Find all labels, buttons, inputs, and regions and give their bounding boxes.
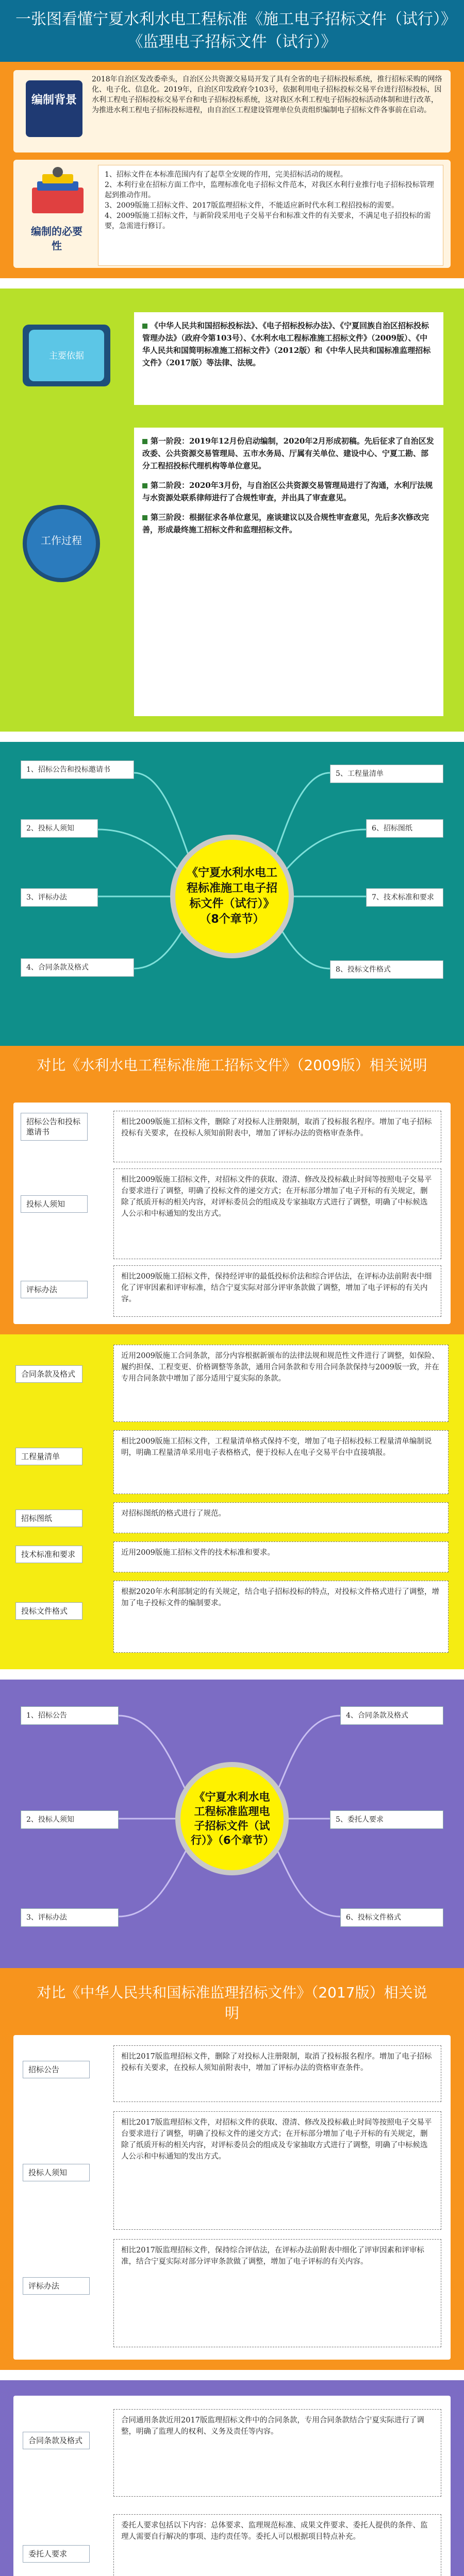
diagram-node: 8、投标文件格式 (330, 960, 443, 979)
diagram-node: 1、招标公告和投标邀请书 (21, 760, 134, 779)
construction-compare-section (0, 1046, 464, 1334)
basis-icon-box (23, 325, 110, 386)
process-phase-2: 第二阶段：2020年3月份，与自治区公共资源交易管理局进行了沟通，水利厅法规与水资源处联系律师进行了合规性审查，并出具了审查意见。 (142, 481, 433, 502)
compare-text: 合同通用条款近用2017版监理招标文件中的合同条款，专用合同条款结合宁夏实际进行了调整，明确了监理人的权利、义务及责任等内容。 (113, 2409, 441, 2497)
compare-label: 评标办法 (23, 2277, 90, 2295)
diagram-node: 7、技术标准和要求 (366, 888, 443, 907)
compare-label: 招标公告 (23, 2061, 90, 2078)
bullet-square (142, 324, 147, 329)
process-phase-1: 第一阶段：2019年12月份启动编制，2020年2月形成初稿。先后征求了自治区发改委、公共资源交易管理局、五市水务局、厅属有关单位、建设中心、宁夏工勘、部分工程招投标代理机构等单位意见。 (142, 436, 434, 470)
necessity-item: 2、本利行业在招标方面工作中，监理标准化电子招标文件范本，对我区水利行业推行电子招标投标管理起到推动作用。 (105, 181, 434, 199)
compare-text: 相比2009版施工招标文件，保持经评审的最低投标价法和综合评估法，在评标办法前附表中细化了评审因素和评审标准，结合宁夏实际对部分评审条款做了调整，增加了电子评标的有关内容。 (113, 1265, 441, 1317)
basis-text: 《中华人民共和国招标投标法》、《电子招标投标办法》、《宁夏回族自治区招标投标管理办法》（政府令第103号）、《水利水电工程标准施工招标文件》（2009版）、《中华人民共和国简明标准施工招标文件》（2012版）和《中华人民共和国标准监理招标文件》（2017版）等法律、法规。 (134, 312, 443, 405)
diagram-node: 4、合同条款及格式 (21, 958, 134, 977)
compare-text: 委托人要求包括以下内容：总体要求、监理规范标准、成果文件要求、委托人提供的条件、监理人需要自行解决的事项、违约责任等。委托人可以根据项目特点补充。 (113, 2514, 441, 2576)
compare-label: 评标办法 (21, 1281, 88, 1298)
compare-text: 近用2009版施工合同条款，部分内容根据新颁布的法律法规和规范性文件进行了调整，如保险、履约担保、工程变更、价格调整等条款，通用合同条款和专用合同条款保持与2009版一致，并在专用合同条款中增加了部分适用宁夏实际的条款。 (113, 1345, 449, 1422)
compare-text: 相比2009版施工招标文件，工程量清单格式保持不变，增加了电子招标投标工程量清单编制说明，明确工程量清单采用电子表格格式，便于投标人在电子交易平台中直接填报。 (113, 1430, 449, 1494)
diagram-node: 6、投标文件格式 (340, 1908, 443, 1927)
compare-text: 相比2017版监理招标文件，保持综合评估法，在评标办法前附表中细化了评审因素和评审标准，结合宁夏实际对部分评审条款做了调整，增加了电子评标的有关内容。 (113, 2239, 441, 2347)
necessity-item: 1、招标文件在本标准范围内有了起草全安规的作用，完美招标活动的规程。 (105, 171, 347, 179)
compare-text: 相比2017版监理招标文件，对招标文件的获取、澄清、修改及投标截止时间等按照电子交易平台要求进行了调整，明确了投标文件的递交方式；在开标部分增加了电子开标的有关规定，删除了纸质开标的相关内容，对评标委员会的组成及专家抽取方式进行了调整，明确了中标候选人公示和中标通知的发出方式。 (113, 2111, 441, 2230)
diagram-node: 2、投标人须知 (21, 819, 98, 838)
diagram-center: 《宁夏水利水电工程标准监理电子招标文件（试行）》（6个章节） (175, 1762, 289, 1875)
diagram-center: 《宁夏水利水电工程标准施工电子招标文件（试行）》（8个章节） (170, 835, 294, 958)
process-icon (23, 505, 100, 582)
diagram-node: 2、投标人须知 (21, 1810, 119, 1829)
construction-compare2-section (0, 1334, 464, 1669)
compare-label: 投标人须知 (21, 1195, 88, 1213)
intro-section (0, 62, 464, 278)
supervision-compare2-section (0, 2380, 464, 2576)
necessity-label: 编制的必要性 (31, 225, 82, 252)
compare-text: 相比2009版施工招标文件，对招标文件的获取、澄清、修改及投标截止时间等按照电子交易平台要求进行了调整，明确了投标文件的递交方式；在开标部分增加了电子开标的有关规定，删除了纸质开标的相关内容，对评标委员会的组成及专家抽取方式进行了调整，明确了中标候选人公示和中标通知的发出方式。 (113, 1168, 441, 1259)
compare-text: 近用2009版施工招标文件的技术标准和要求。 (113, 1541, 449, 1572)
compare-text: 根据2020年水利部制定的有关规定，结合电子招标投标的特点，对投标文件格式进行了调整，增加了电子投标文件的编制要求。 (113, 1581, 449, 1653)
basis-section (0, 289, 464, 732)
process-phase-3: 第三阶段：根据征求各单位意见，座谈建议以及合规性审查意见，先后多次修改完善，形成最终施工招标文件和监理招标文件。 (142, 513, 429, 534)
compare-label: 工程量清单 (15, 1448, 82, 1465)
process-text (134, 428, 443, 716)
construction-diagram-section (0, 742, 464, 1046)
compare-label: 投标文件格式 (15, 1602, 82, 1620)
supervision-compare-title: 对比《中华人民共和国标准监理招标文件》（2017版）相关说明 (37, 1984, 427, 2022)
compare-text: 相比2009版施工招标文件，删除了对投标人注册限制，取消了投标报名程序。增加了电子招标投标有关要求，在投标人须知前附表中，增加了评标办法的资格审查条件。 (113, 1111, 441, 1162)
diagram-node: 6、招标图纸 (366, 819, 443, 838)
diagram-node: 3、评标办法 (21, 888, 98, 907)
supervision-diagram-section (0, 1680, 464, 1968)
diagram-node: 1、招标公告 (21, 1706, 119, 1725)
diagram-node: 3、评标办法 (21, 1908, 119, 1927)
diagram-node: 5、工程量清单 (330, 765, 443, 783)
compare-label: 合同条款及格式 (23, 2432, 90, 2449)
compare-label: 委托人要求 (23, 2545, 90, 2563)
basis-label: 主要依据 (49, 351, 84, 361)
compare-label: 投标人须知 (23, 2164, 90, 2181)
compare-label: 技术标准和要求 (15, 1546, 82, 1563)
compare-label: 招标图纸 (15, 1510, 82, 1527)
background-label: 编制背景 (26, 80, 82, 137)
compare-text: 对招标图纸的格式进行了规范。 (113, 1502, 449, 1533)
diagram-node: 5、委托人要求 (330, 1810, 443, 1829)
necessity-list (98, 165, 443, 266)
page-title-band (0, 0, 464, 62)
compare-text: 相比2017版监理招标文件，删除了对投标人注册限制，取消了投标报名程序。增加了电子招标投标有关要求，在投标人须知前附表中，增加了评标办法的资格审查条件。 (113, 2045, 441, 2102)
necessity-item: 3、2009版施工招标文件、2017版监理招标文件，不能适应新时代水利工程招投标的需要。 (105, 201, 399, 210)
process-label: 工作过程 (41, 534, 82, 547)
page-title: 一张图看懂宁夏水利水电工程标准《施工电子招标文件（试行）》《监理电子招标文件（试行）》 (15, 10, 449, 51)
compare-label: 招标公告和投标邀请书 (21, 1113, 88, 1141)
construction-compare-title: 对比《水利水电工程标准施工招标文件》（2009版）相关说明 (37, 1057, 427, 1074)
supervision-compare-section (0, 1968, 464, 2370)
compare-label: 合同条款及格式 (15, 1365, 82, 1383)
background-text: 2018年自治区发改委牵头，自治区公共资源交易局开发了具有全省的电子招标投标系统，推行招标采购的网络化、电子化、信息化。2019年，自治区印发政府令103号，依据利用电子招标投标交易平台进行招标投标，因水利工程电子招标投标交易平台和电子招标投标系统，这对我区水利工程电子招标投标活动体制和进行改革，为推进水利工程电子招标投标进程，由自治区工程建设管理单位负责组织编制电子招标文件各事前在启动。 (92, 75, 442, 114)
book-icon (27, 167, 89, 216)
necessity-item: 4、2009版施工招标文件，与新阶段采用电子交易平台和标准文件的有关要求，不满足电子招投标的需要，急需进行修订。 (105, 212, 431, 230)
diagram-node: 4、合同条款及格式 (340, 1706, 443, 1725)
